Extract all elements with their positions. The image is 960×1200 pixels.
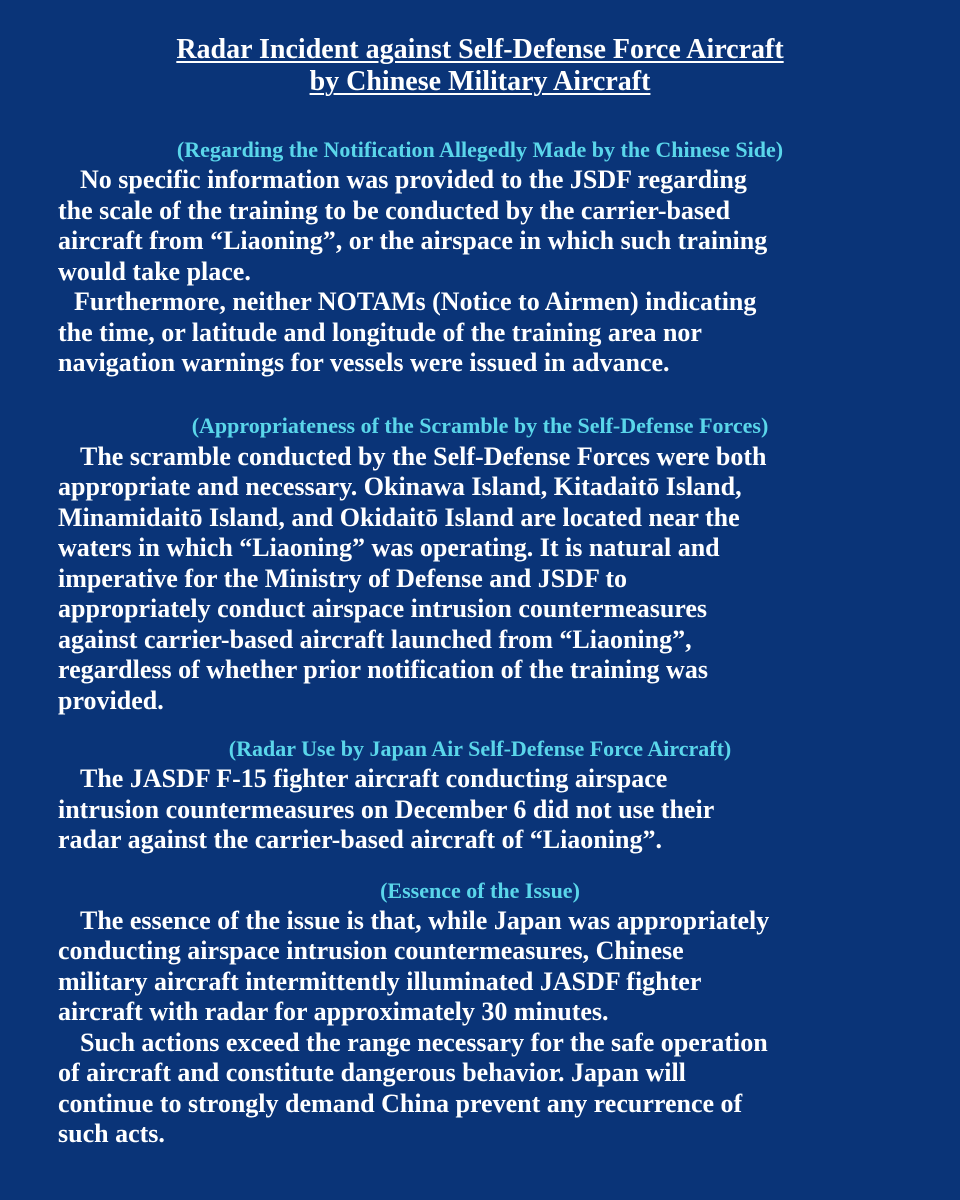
text-line: aircraft from “Liaoning”, or the airspace in which such training bbox=[58, 226, 768, 255]
text-line: continue to strongly demand China prevent any recurrence of bbox=[58, 1088, 743, 1118]
text-line: military aircraft intermittently illuminated JASDF fighter bbox=[58, 966, 702, 996]
section-heading: (Radar Use by Japan Air Self-Defense Force Aircraft) bbox=[228, 736, 732, 761]
text-line: imperative for the Ministry of Defense and JSDF to bbox=[58, 563, 628, 593]
section-radar-use bbox=[58, 736, 902, 856]
section-notification bbox=[58, 137, 902, 379]
paragraph bbox=[58, 764, 902, 856]
paragraph bbox=[58, 287, 902, 379]
text-line: Furthermore, neither NOTAMs (Notice to Airmen) indicating bbox=[74, 287, 757, 316]
text-line: No specific information was provided to the JSDF regarding bbox=[80, 165, 747, 194]
text-line: navigation warnings for vessels were issued in advance. bbox=[58, 348, 670, 377]
section-heading: (Regarding the Notification Allegedly Made by the Chinese Side) bbox=[176, 137, 784, 162]
text-line: The essence of the issue is that, while Japan was appropriately bbox=[80, 905, 770, 935]
text-line: intrusion countermeasures on December 6 did not use their bbox=[58, 794, 715, 824]
title-line-1: Radar Incident against Self-Defense Force Aircraft bbox=[176, 34, 784, 65]
paragraph bbox=[58, 906, 902, 1028]
paragraph bbox=[58, 165, 902, 287]
title-line-2: by Chinese Military Aircraft bbox=[309, 66, 651, 97]
text-line: appropriately conduct airspace intrusion countermeasures bbox=[58, 594, 708, 623]
text-line: Minamidaitō Island, and Okidaitō Island are located near the bbox=[58, 502, 740, 532]
text-line: radar against the carrier-based aircraft of “Liaoning”. bbox=[58, 825, 662, 854]
text-line: waters in which “Liaoning” was operating. It is natural and bbox=[58, 533, 720, 562]
section-scramble bbox=[58, 413, 902, 717]
text-line: The scramble conducted by the Self-Defense Forces were both bbox=[80, 441, 767, 471]
section-heading: (Appropriateness of the Scramble by the Self-Defense Forces) bbox=[191, 412, 769, 438]
text-line: such acts. bbox=[58, 1119, 165, 1148]
text-line: The JASDF F-15 fighter aircraft conducting airspace bbox=[80, 764, 668, 793]
text-line: aircraft with radar for approximately 30 minutes. bbox=[58, 997, 609, 1026]
paragraph bbox=[58, 442, 902, 717]
section-essence bbox=[58, 878, 902, 1150]
text-line: against carrier-based aircraft launched from “Liaoning”, bbox=[58, 624, 692, 654]
text-line: regardless of whether prior notification of the training was bbox=[58, 655, 708, 684]
section-heading: (Essence of the Issue) bbox=[380, 877, 580, 903]
text-line: the time, or latitude and longitude of the training area nor bbox=[58, 317, 702, 347]
text-line: Such actions exceed the range necessary for the safe operation bbox=[80, 1027, 768, 1057]
text-line: of aircraft and constitute dangerous behavior. Japan will bbox=[58, 1058, 686, 1087]
text-line: appropriate and necessary. Okinawa Island, Kitadaitō Island, bbox=[58, 472, 742, 501]
text-line: conducting airspace intrusion countermeasures, Chinese bbox=[58, 936, 684, 965]
document-title bbox=[58, 34, 902, 98]
text-line: provided. bbox=[58, 685, 164, 715]
paragraph bbox=[58, 1028, 902, 1150]
text-line: the scale of the training to be conducted by the carrier-based bbox=[58, 195, 731, 225]
text-line: would take place. bbox=[58, 256, 251, 286]
